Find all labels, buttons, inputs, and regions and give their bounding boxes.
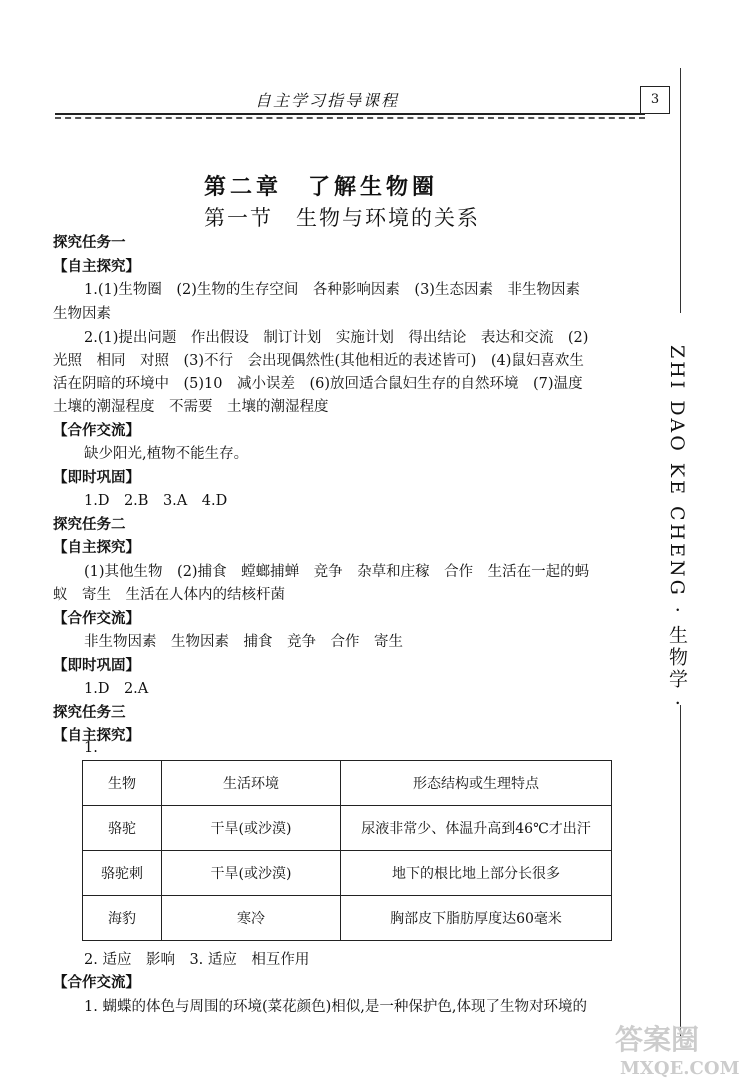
sub-heading: 【合作交流】 [53,974,140,991]
table-cell: 海豹 [83,896,162,941]
adaptation-table [82,760,612,941]
table-cell: 尿液非常少、体温升高到46℃才出汗 [341,806,612,851]
table-header-cell: 生活环境 [162,761,341,806]
answer-line: 光照 相同 对照 (3)不行 会出现偶然性(其他相近的表述皆可) (4)鼠妇喜欢生 [53,353,584,369]
table-cell: 干旱(或沙漠) [162,806,341,851]
answer-line: 1. 蝴蝶的体色与周围的环境(菜花颜色)相似,是一种保护色,体现了生物对环境的 [84,999,587,1015]
section-title: 第一节 生物与环境的关系 [204,206,480,230]
side-series-text: ZHI DAO KE CHENG · 生物学 · [666,345,688,709]
answer-line: 土壤的潮湿程度 不需要 土壤的潮湿程度 [53,399,329,415]
table-header-cell: 形态结构或生理特点 [341,761,612,806]
answer-line: 1. [84,740,98,756]
table-cell: 骆驼 [83,806,162,851]
answer-line: 非生物因素 生物因素 捕食 竞争 合作 寄生 [84,634,403,650]
sub-heading: 【合作交流】 [53,610,140,627]
table-cell: 寒冷 [162,896,341,941]
answer-line: 蚁 寄生 生活在人体内的结核杆菌 [53,587,285,603]
table-row [83,851,612,896]
task-heading: 探究任务三 [53,704,126,721]
sub-heading: 【即时巩固】 [53,469,140,486]
sub-heading: 【自主探究】 [53,539,140,556]
header-title: 自主学习指导课程 [255,91,400,110]
sub-heading: 【即时巩固】 [53,657,140,674]
answer-line: 活在阴暗的环境中 (5)10 减小误差 (6)放回适合鼠妇生存的自然环境 (7)温度 [53,376,583,392]
header-rule [55,113,645,115]
answer-line: 1.D 2.B 3.A 4.D [84,493,228,509]
table-cell: 干旱(或沙漠) [162,851,341,896]
answer-line: 2. 适应 影响 3. 适应 相互作用 [84,952,310,968]
watermark-logo: 答案圈 [615,1023,700,1056]
chapter-title: 第二章 了解生物圈 [204,174,439,200]
table-row [83,896,612,941]
sub-heading: 【自主探究】 [53,727,140,744]
table-row [83,806,612,851]
table-header-cell: 生物 [83,761,162,806]
answer-line: (1)其他生物 (2)捕食 螳螂捕蝉 竞争 杂草和庄稼 合作 生活在一起的蚂 [84,564,590,580]
table-header-row [83,761,612,806]
task-heading: 探究任务二 [53,516,126,533]
answer-line: 生物因素 [53,306,111,322]
answer-line: 1.(1)生物圈 (2)生物的生存空间 各种影响因素 (3)生态因素 非生物因素 [84,282,580,298]
header-rule-dashed [55,117,645,119]
page-number: 3 [640,86,670,114]
table-cell: 骆驼刺 [83,851,162,896]
answer-line: 缺少阳光,植物不能生存。 [84,446,249,462]
answer-line: 1.D 2.A [84,681,149,697]
sub-heading: 【合作交流】 [53,422,140,439]
side-divider-top [680,68,681,313]
table-cell: 胸部皮下脂肪厚度达60毫米 [341,896,612,941]
sub-heading: 【自主探究】 [53,258,140,275]
task-heading: 探究任务一 [53,234,126,251]
side-divider-bottom [680,705,681,1045]
watermark-url: MXQE.COM [620,1058,740,1079]
answer-line: 2.(1)提出问题 作出假设 制订计划 实施计划 得出结论 表达和交流 (2) [84,330,589,346]
table-cell: 地下的根比地上部分长很多 [341,851,612,896]
